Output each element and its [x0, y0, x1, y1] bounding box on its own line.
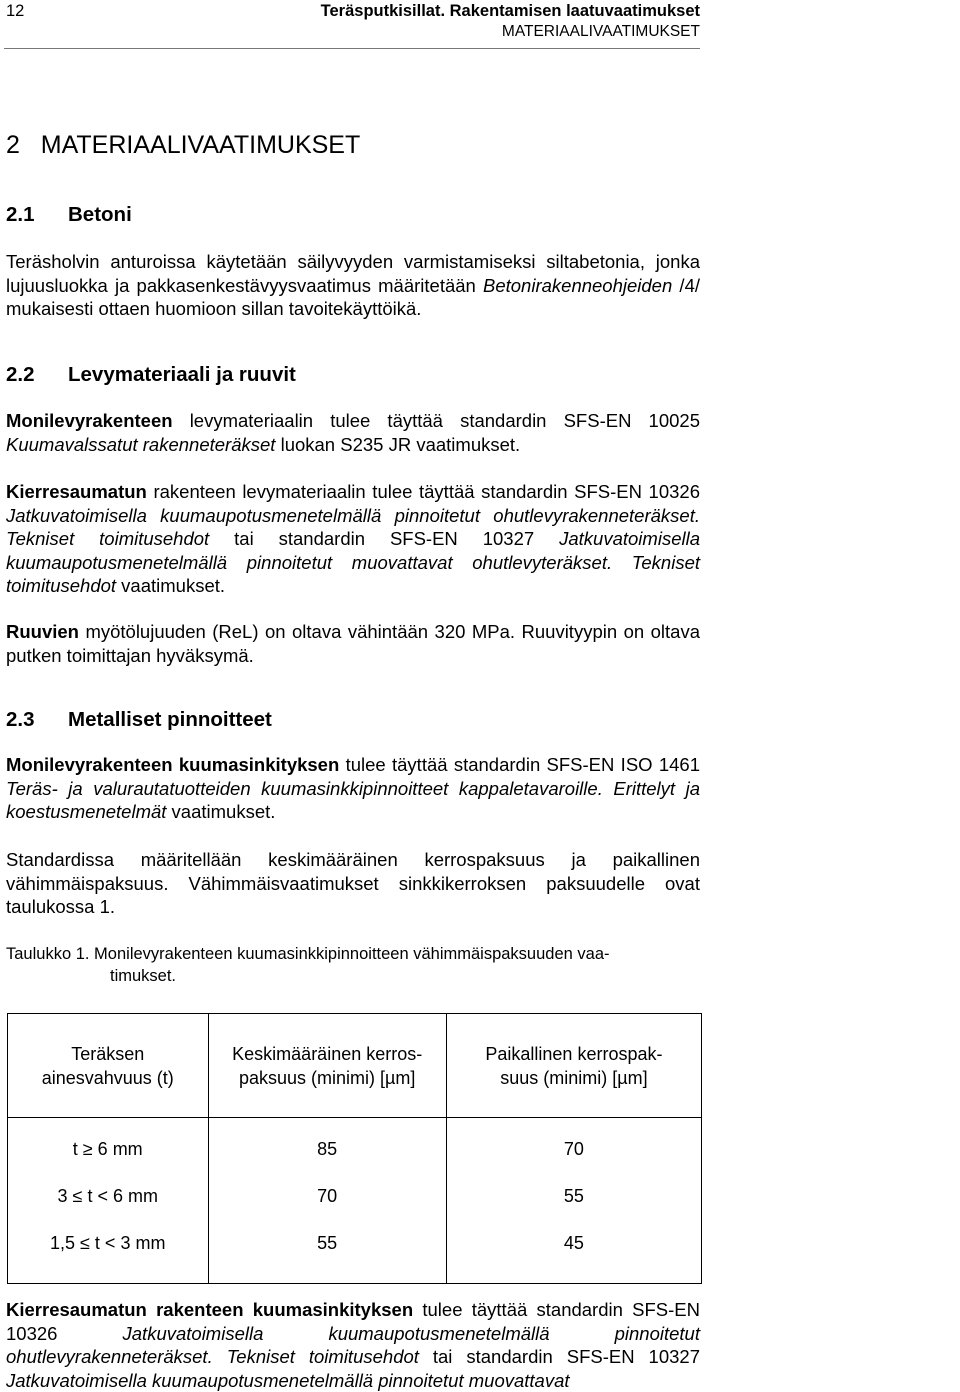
zinc-thickness-table [7, 1013, 702, 1284]
column-average-thickness [208, 1118, 446, 1284]
bold-run: Monilevyrakenteen [6, 410, 173, 431]
header-average-thickness [208, 1014, 446, 1118]
running-header-title: Teräsputkisillat. Rakentamisen laatuvaatimukset [320, 2, 700, 20]
text-run: Teräsholvin anturoissa käytetään säilyvyyden varmistamiseksi siltabetonia, jonka lujuusluokka ja pakkasenkestävyysvaatimus määritetään [6, 251, 700, 296]
table-caption [6, 943, 696, 987]
column-steel-thickness [8, 1118, 209, 1284]
table-cell: 45 [563, 1233, 584, 1253]
text-run: tulee täyttää standardin SFS-EN 10326 [6, 1299, 700, 1344]
table-cell: t ≥ 6 mm [72, 1139, 143, 1159]
section-heading-2-2 [6, 363, 296, 387]
italic-run: Kuumavalssatut rakenneteräkset [6, 433, 276, 455]
section-title: Metalliset pinnoitteet [68, 708, 272, 731]
header-local-thickness [446, 1014, 701, 1118]
text-run: vaatimukset. [166, 801, 276, 823]
italic-run: Tekniset toimitusehdot [6, 551, 700, 597]
header-line: paksuus (minimi) [µm] [238, 1067, 416, 1088]
italic-run: Tekniset toimitusehdot [226, 1346, 419, 1368]
caption-line-1: Taulukko 1. Monilevyrakenteen kuumasinkkipinnoitteen vähimmäispaksuuden vaa- [6, 945, 610, 963]
text-run: tai standardin SFS-EN 10327 [209, 528, 560, 550]
chapter-number: 2 [6, 131, 20, 159]
page-number: 12 [6, 2, 25, 20]
chapter-heading [6, 131, 360, 160]
text-run: luokan S235 JR vaatimukset. [275, 433, 521, 455]
header-line: Keskimääräinen kerros- [232, 1043, 423, 1064]
paragraph-spiral-seam [6, 480, 700, 598]
paragraph-bolts [6, 620, 700, 667]
italic-run: Jatkuvatoimisella kuumaupotusmenetelmällä pinnoitetut ohutlevyrakenneteräkset. [6, 504, 700, 526]
text-run: vaatimukset. [116, 575, 226, 597]
table-cell: 85 [317, 1139, 338, 1159]
header-line: Teräksen [71, 1043, 145, 1064]
section-number: 2.3 [6, 708, 35, 731]
text-run: tulee täyttää standardin SFS-EN ISO 1461 [339, 754, 701, 775]
section-heading-2-1 [6, 203, 132, 227]
bold-run: Kierresaumatun rakenteen kuumasinkityksen [6, 1299, 414, 1320]
text-run: levymateriaalin tulee täyttää standardin SFS-EN 10025 [172, 410, 700, 431]
text-run: rakenteen levymateriaalin tulee täyttää standardin SFS-EN 10326 [146, 481, 700, 502]
text-run [612, 552, 632, 573]
italic-run: Jatkuvatoimisella kuumaupotusmenetelmällä pinnoitetut ohutlevyrakenneteräkset. [6, 1322, 700, 1368]
table-cell: 1,5 ≤ t < 3 mm [50, 1233, 166, 1253]
chapter-title: MATERIAALIVAATIMUKSET [40, 131, 361, 159]
text-run [213, 1346, 227, 1367]
table-cell: 55 [317, 1233, 338, 1253]
italic-run: Betonirakenneohjeiden [483, 274, 673, 296]
column-local-thickness [446, 1118, 701, 1284]
header-line: ainesvahvuus (t) [41, 1067, 174, 1088]
bold-run: Monilevyrakenteen kuumasinkityksen [6, 754, 340, 775]
text-run: myötölujuuden (ReL) on oltava vähintään 320 MPa. Ruuvityypin on oltava putken toimittajan hyväksymä. [6, 621, 700, 666]
running-header-subtitle: MATERIAALIVAATIMUKSET [501, 23, 700, 40]
table-cell: 70 [317, 1186, 338, 1206]
table-cell: 3 ≤ t < 6 mm [57, 1186, 158, 1206]
text-run: /4/ mukaisesti ottaen huomioon sillan tavoitekäyttöikä. [6, 274, 700, 320]
italic-run: Teräs- ja valurautatuotteiden kuumasinkkipinnoitteet kappaletavaroille. Erittelyt ja koestusmenetelmät [6, 777, 700, 823]
bold-run: Ruuvien [6, 621, 79, 642]
header-steel-thickness [8, 1014, 209, 1118]
paragraph-concrete [6, 250, 700, 321]
section-number: 2.1 [6, 203, 35, 226]
header-rule [4, 48, 700, 49]
caption-line-2: timukset. [110, 967, 177, 985]
text-run: tai standardin SFS-EN 10327 [418, 1346, 700, 1368]
italic-run: Jatkuvatoimisella kuumaupotusmenetelmällä pinnoitetut muovattavat [6, 1369, 570, 1391]
bold-run: Kierresaumatun [6, 481, 147, 502]
header-line: suus (minimi) [µm] [500, 1067, 648, 1088]
italic-run: Tekniset toimitusehdot [6, 528, 210, 550]
table-body-row [8, 1118, 702, 1284]
paragraph-standard-thickness [6, 848, 700, 919]
table-cell: 55 [563, 1186, 584, 1206]
table-cell: 70 [563, 1139, 584, 1159]
header-line: Paikallinen kerrospak- [485, 1043, 663, 1064]
section-heading-2-3 [6, 708, 272, 732]
text-run: Standardissa määritellään keskimääräinen kerrospaksuus ja paikallinen vähimmäispaksuus. Vähimmäisvaatimukset sinkkikerroksen paksuudelle ovat taulukossa 1. [6, 849, 700, 918]
section-number: 2.2 [6, 363, 35, 386]
section-title: Levymateriaali ja ruuvit [68, 363, 296, 386]
paragraph-plate-material [6, 409, 700, 456]
paragraph-spiral-galvanizing [6, 1298, 700, 1392]
paragraph-galvanizing [6, 753, 700, 824]
table-header-row [8, 1014, 702, 1118]
italic-run: Jatkuvatoimisella kuumaupotusmenetelmällä pinnoitetut muovattavat ohutlevyteräkset. [6, 528, 700, 573]
section-title: Betoni [68, 203, 132, 226]
